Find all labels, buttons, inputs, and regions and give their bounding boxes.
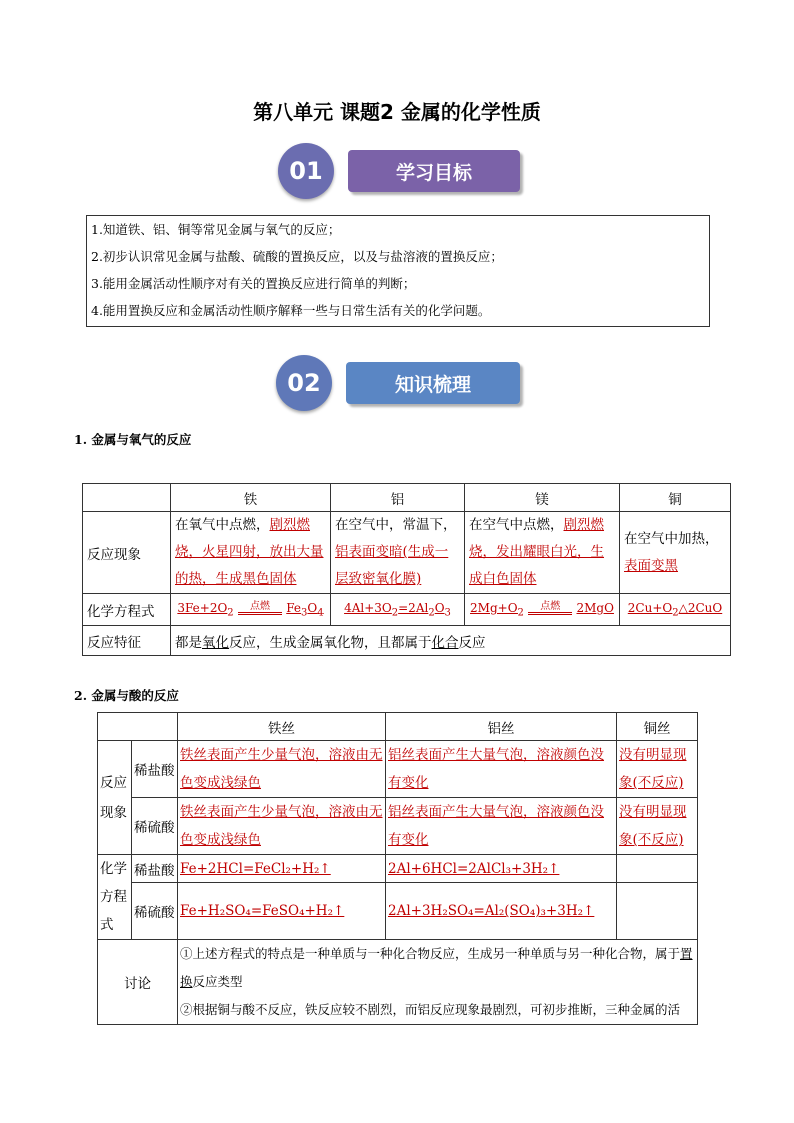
eq-part: 2Mg+O (470, 601, 518, 616)
badge-label: 学习目标 (348, 150, 520, 192)
equation-cell: 2Al+3H₂SO₄=Al₂(SO₄)₃+3H₂↑ (386, 883, 617, 940)
objective-item: 4.能用置换反应和金属活动性顺序解释一些与日常生活有关的化学问题。 (91, 303, 491, 318)
cell-text: 反应 (458, 634, 486, 651)
condition-arrow (238, 602, 282, 615)
objective-item: 2.初步认识常见金属与盐酸、硫酸的置换反应，以及与盐溶液的置换反应； (91, 249, 503, 264)
equation-cell: $4Al+3O_2=2Al_2O_3$ (331, 594, 465, 626)
table-cell (171, 512, 331, 594)
answer-text: 剧烈燃烧，火星四射，放出大量的热，生成黑色固体 (175, 517, 324, 587)
section-heading: 2. 金属与酸的反应 (74, 688, 179, 703)
answer-cell: 铝丝表面产生大量气泡，溶液颜色没有变化 (386, 798, 617, 855)
cell-text: ①上述方程式的特点是一种单质与一种化合物反应，生成另一种单质与另一种化合物，属于 (180, 946, 681, 961)
eq-part: 2Cu+O (627, 601, 673, 616)
answer-text: 铝表面变暗(生成一层致密氧化膜) (335, 544, 449, 587)
table-header: 铝 (331, 484, 465, 512)
objective-item: 3.能用金属活动性顺序对有关的置换反应进行简单的判断； (91, 276, 416, 291)
cell-text: 都是 (175, 634, 202, 651)
eq-part: 4Al+3O (344, 601, 392, 616)
table-cell (617, 855, 698, 883)
underlined-text: 置换 (180, 946, 693, 989)
badge-label: 知识梳理 (346, 362, 520, 404)
answer-cell: 铁丝表面产生少量气泡，溶液由无色变成浅绿色 (178, 798, 386, 855)
cell-text: 在氧气中点燃， (175, 517, 270, 533)
equation-cell: 2Al+6HCl=2AlCl₃+3H₂↑ (386, 855, 617, 883)
answer-text: 表面变黑 (624, 557, 678, 574)
answer-cell: 铁丝表面产生少量气泡，溶液由无色变成浅绿色 (178, 741, 386, 798)
equation-cell: Fe+2HCl=FeCl₂+H₂↑ (178, 855, 386, 883)
table-header: 铝丝 (386, 713, 617, 741)
section-heading: 1. 金属与氧气的反应 (74, 432, 192, 447)
eq-part: 2MgO (576, 601, 614, 616)
cell-text: 在空气中点燃， (469, 517, 564, 533)
row-label: 反应特征 (83, 626, 171, 656)
row-label: 化学方程式 (98, 855, 132, 940)
objective-item: 1.知道铁、铝、铜等常见金属与氧气的反应； (91, 222, 341, 237)
condition-text: 点燃 (540, 601, 561, 613)
answer-cell: 没有明显现象(不反应) (617, 798, 698, 855)
underlined-text: 氧化 (202, 634, 229, 651)
cell-text: 反应类型 (192, 974, 243, 989)
equation-cell: $2Mg+O_2$ 点燃 2MgO (465, 594, 620, 626)
equation-cell: $3Fe+2O_2$ 点燃 $Fe_3O_4$ (171, 594, 331, 626)
equation-cell: Fe+H₂SO₄=FeSO₄+H₂↑ (178, 883, 386, 940)
table-header: 铜 (620, 484, 731, 512)
oxygen-reaction-table (82, 483, 731, 656)
table-header: 镁 (465, 484, 620, 512)
badge-number: 02 (276, 355, 332, 411)
answer-cell: 没有明显现象(不反应) (617, 741, 698, 798)
cell-text: 在空气中，常温下， (335, 517, 457, 533)
page-title: 第八单元 课题2 金属的化学性质 (253, 100, 541, 124)
table-cell (331, 512, 465, 594)
underlined-text: 化合 (431, 634, 459, 651)
eq-part: =2Al (398, 601, 429, 616)
condition-text: 点燃 (249, 601, 270, 613)
cell-text: 在空气中加热， (624, 530, 719, 547)
row-label: 反应现象 (98, 741, 132, 855)
row-label: 化学方程式 (83, 594, 171, 626)
table-header: 铁丝 (178, 713, 386, 741)
sub-label: 稀硫酸 (132, 798, 178, 855)
table-cell (98, 713, 178, 741)
answer-text: 剧烈燃烧，发出耀眼白光，生成白色固体 (469, 517, 604, 587)
feature-cell (171, 626, 731, 656)
cell-text: ②根据铜与酸不反应，铁反应较不剧烈，而铝反应现象最剧烈，可初步推断，三种金属的活 (180, 1002, 681, 1017)
eq-part: 3Fe+2O (177, 601, 228, 616)
condition-arrow (528, 602, 572, 615)
row-label: 讨论 (98, 940, 178, 1025)
eq-part: △2CuO (678, 601, 723, 616)
discussion-cell (178, 940, 698, 1025)
sub-label: 稀盐酸 (132, 741, 178, 798)
table-cell (465, 512, 620, 594)
table-cell (83, 484, 171, 512)
table-cell (620, 512, 731, 594)
objectives-box (86, 215, 710, 327)
table-cell (617, 883, 698, 940)
sub-label: 稀硫酸 (132, 883, 178, 940)
sub-label: 稀盐酸 (132, 855, 178, 883)
section-badge-objectives (276, 143, 524, 199)
table-header: 铁 (171, 484, 331, 512)
row-label: 反应现象 (83, 512, 171, 594)
eq-part: Fe (286, 601, 302, 616)
cell-text: 反应，生成金属氧化物，且都属于 (229, 634, 432, 651)
badge-number: 01 (278, 143, 334, 199)
section-badge-knowledge (274, 355, 524, 411)
answer-cell: 铝丝表面产生大量气泡，溶液颜色没有变化 (386, 741, 617, 798)
table-header: 铜丝 (617, 713, 698, 741)
equation-cell: $2Cu+O_2\triangle 2CuO$ (620, 594, 731, 626)
acid-reaction-table (97, 712, 698, 1025)
